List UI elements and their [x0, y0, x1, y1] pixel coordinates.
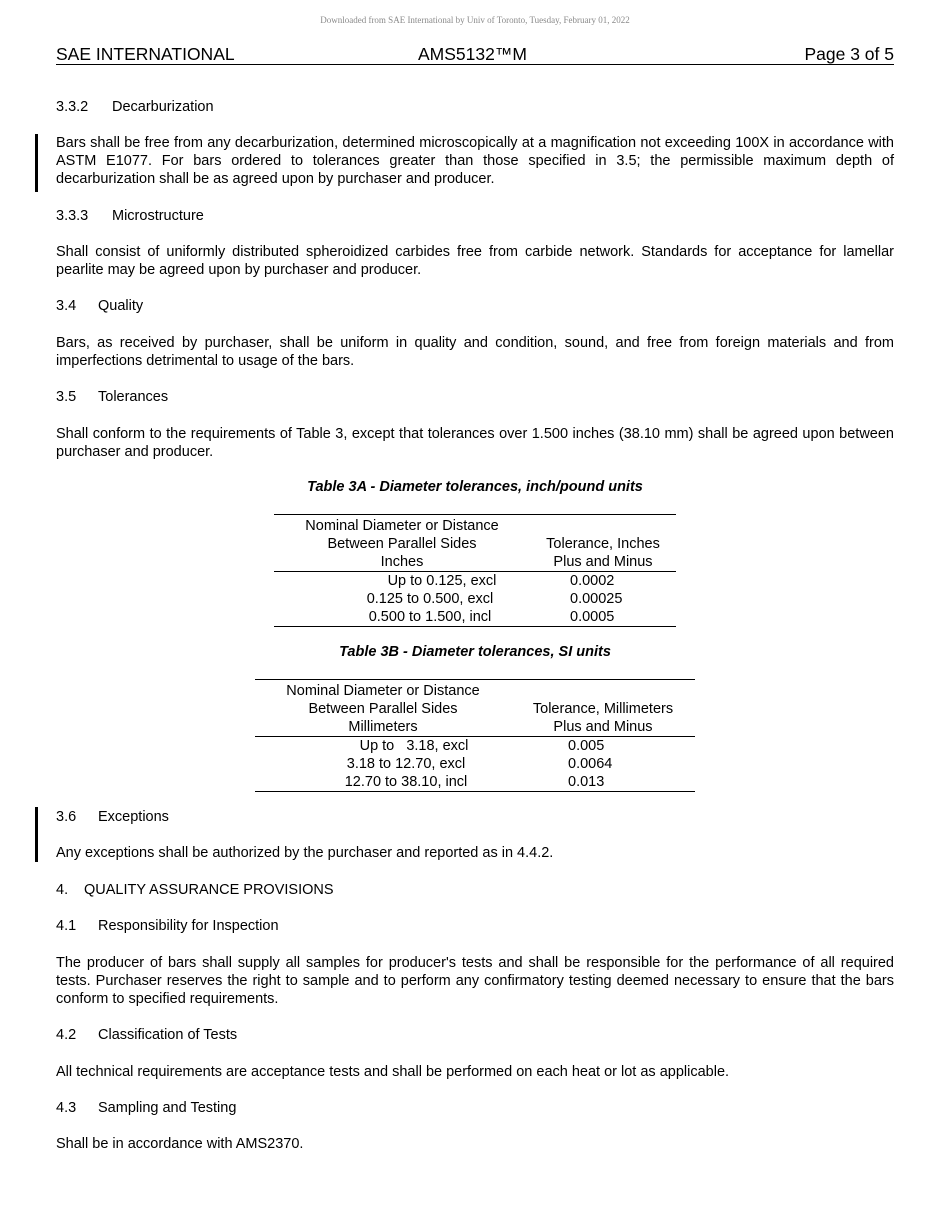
section-heading-3-3-3 — [56, 207, 894, 225]
table-row — [274, 572, 676, 591]
table-3a-caption: Table 3A - Diameter tolerances, inch/pound units — [307, 479, 643, 495]
section-body-3-3-2: Bars shall be free from any decarburization, determined microscopically at a magnification not exceeding 100X in accordance with ASTM E1077. For bars ordered to tolerances greater than those specified in 3.5; the permissible maximum depth of decarburization shall be as agreed upon by purchaser and producer. — [56, 135, 894, 187]
table-cell-tolerance: 0.00025 — [570, 591, 623, 607]
revision-change-bar — [35, 807, 38, 862]
table-header-row — [274, 515, 676, 572]
section-heading-4 — [56, 881, 894, 899]
section-heading-3-4 — [56, 297, 894, 315]
section-body-3-6: Any exceptions shall be authorized by the purchaser and reported as in 4.4.2. — [56, 845, 554, 861]
table-cell-range: 3.18 to 12.70, excl — [346, 756, 466, 772]
header-line: Tolerance, Millimeters — [532, 701, 674, 717]
table-cell-range: Up to 3.18, excl — [359, 738, 469, 754]
table-cell-tolerance: 0.013 — [511, 773, 695, 792]
section-number: 4.1 — [56, 918, 77, 934]
section-number: 3.5 — [56, 389, 77, 405]
section-body-4-1: The producer of bars shall supply all samples for producer's tests and shall be responsible for the performance of all required tests. Purchaser reserves the right to sample and to perform any confirmatory testing deemed necessary to ensure that the bars conform to specified requirements. — [56, 955, 894, 1007]
section-body-4-2: All technical requirements are acceptance tests and shall be performed on each heat or lot as applicable. — [56, 1064, 730, 1080]
header-line: Millimeters — [348, 719, 418, 735]
table-header-tolerance — [530, 515, 676, 572]
section-number: 3.4 — [56, 298, 77, 314]
download-watermark: Downloaded from SAE International by Univ of Toronto, Tuesday, February 01, 2022 — [320, 15, 630, 25]
section-number: 3.6 — [56, 809, 77, 825]
header-line: Inches — [380, 554, 424, 570]
header-line: Nominal Diameter or Distance — [305, 518, 499, 534]
section-body-3-4: Bars, as received by purchaser, shall be uniform in quality and condition, sound, and free from foreign materials and from imperfections detrimental to usage of the bars. — [56, 335, 894, 369]
section-heading-4-3 — [56, 1099, 894, 1117]
header-line: Nominal Diameter or Distance — [286, 683, 480, 699]
header-line: Plus and Minus — [553, 554, 653, 570]
section-number: 4. — [56, 882, 69, 898]
table-header-tolerance — [511, 680, 695, 737]
section-heading-3-5 — [56, 388, 894, 406]
section-title: Microstructure — [112, 208, 204, 224]
section-body-4-3: Shall be in accordance with AMS2370. — [56, 1136, 304, 1152]
section-heading-4-2 — [56, 1026, 894, 1044]
section-heading-3-3-2 — [56, 98, 894, 116]
table-cell-range: Up to 0.125, excl — [387, 573, 497, 589]
section-title: Sampling and Testing — [98, 1100, 237, 1116]
section-title: QUALITY ASSURANCE PROVISIONS — [84, 882, 334, 898]
header-line: Between Parallel Sides — [327, 536, 477, 552]
table-cell-tolerance: 0.005 — [568, 738, 605, 754]
table-3b — [255, 679, 695, 792]
header-organization: SAE INTERNATIONAL — [56, 44, 235, 64]
table-header-nominal — [274, 515, 530, 572]
table-cell-range: 0.500 to 1.500, incl — [274, 608, 530, 627]
header-line: Plus and Minus — [553, 719, 653, 735]
section-body-3-5: Shall conform to the requirements of Table 3, except that tolerances over 1.500 inches (38.10 mm) shall be agreed upon between purchaser and producer. — [56, 426, 894, 460]
page-header — [56, 44, 894, 65]
section-title: Exceptions — [98, 809, 169, 825]
section-heading-3-6 — [56, 808, 894, 826]
table-row — [255, 755, 695, 773]
section-title: Classification of Tests — [98, 1027, 238, 1043]
header-page-number: Page 3 of 5 — [804, 44, 894, 64]
revision-change-bar — [35, 134, 38, 192]
header-line: Between Parallel Sides — [308, 701, 458, 717]
table-3b-caption: Table 3B - Diameter tolerances, SI units — [339, 644, 611, 660]
section-number: 3.3.3 — [56, 208, 89, 224]
table-row — [274, 590, 676, 608]
table-cell-tolerance: 0.0005 — [530, 608, 676, 627]
header-line: Tolerance, Inches — [546, 536, 660, 552]
section-number: 4.2 — [56, 1027, 77, 1043]
section-title: Decarburization — [112, 99, 214, 115]
table-header-row — [255, 680, 695, 737]
table-cell-range: 0.125 to 0.500, excl — [366, 591, 494, 607]
section-title: Quality — [98, 298, 144, 314]
section-number: 3.3.2 — [56, 99, 89, 115]
section-body-3-3-3: Shall consist of uniformly distributed spheroidized carbides free from carbide network. Standards for acceptance for lamellar pearlite may be agreed upon by purchaser and producer. — [56, 244, 894, 278]
section-heading-4-1 — [56, 917, 894, 935]
table-cell-tolerance: 0.0002 — [570, 573, 615, 589]
table-row — [255, 773, 695, 792]
section-title: Responsibility for Inspection — [98, 918, 279, 934]
table-cell-range: 12.70 to 38.10, incl — [255, 773, 511, 792]
section-number: 4.3 — [56, 1100, 77, 1116]
header-document-number: AMS5132™M — [418, 44, 527, 64]
table-3a — [274, 514, 676, 627]
table-row — [255, 737, 695, 756]
table-cell-tolerance: 0.0064 — [568, 756, 613, 772]
section-title: Tolerances — [98, 389, 169, 405]
table-header-nominal — [255, 680, 511, 737]
table-row — [274, 608, 676, 627]
